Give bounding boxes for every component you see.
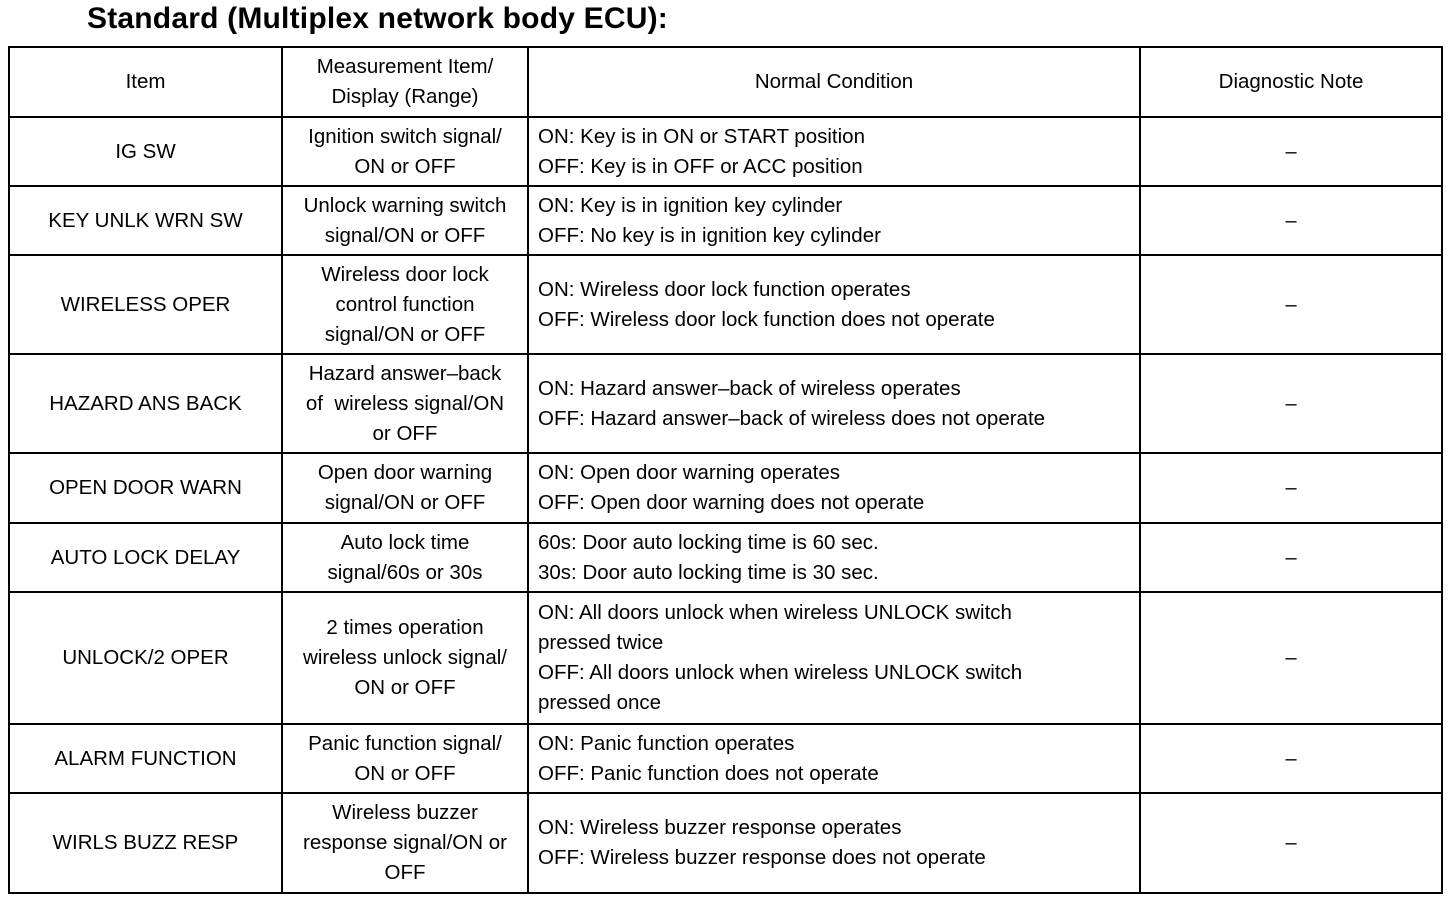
header-measurement-line: Measurement Item/ [316, 55, 494, 78]
measurement-line: response signal/ON or [303, 831, 507, 854]
measurement-line: signal/ON or OFF [324, 322, 486, 346]
measurement-line: signal/60s or 30s [327, 560, 483, 584]
table-row [9, 186, 1442, 255]
item-cell: ALARM FUNCTION [9, 724, 282, 793]
condition-line: OFF: Wireless door lock function does not operate [538, 307, 995, 331]
condition-line: 60s: Door auto locking time is 60 sec. [538, 530, 879, 554]
table-row [9, 117, 1442, 186]
measurement-line: Open door warning [317, 461, 493, 484]
header-measurement [282, 47, 528, 117]
measurement-line: 2 times operation [326, 616, 484, 639]
condition-cell [528, 453, 1140, 523]
note-dash: – [1285, 477, 1297, 499]
measurement-line: of wireless signal/ON [305, 391, 505, 415]
measurement-cell [282, 592, 528, 724]
note-cell [1140, 354, 1442, 453]
condition-line: OFF: All doors unlock when wireless UNLOCK switch [538, 661, 1023, 684]
note-dash: – [1285, 209, 1297, 232]
data-list-table [8, 46, 1443, 894]
condition-line: OFF: Wireless buzzer response does not operate [538, 846, 986, 869]
page-title: Standard (Multiplex network body ECU): [87, 2, 668, 35]
table-row [9, 724, 1442, 793]
note-cell [1140, 186, 1442, 255]
measurement-cell [282, 793, 528, 893]
note-cell [1140, 255, 1442, 354]
condition-line: ON: Wireless buzzer response operates [538, 816, 902, 839]
condition-line: ON: Key is in ignition key cylinder [538, 193, 843, 217]
measurement-line: Hazard answer–back [308, 361, 502, 385]
condition-line: ON: Key is in ON or START position [538, 124, 865, 148]
condition-line: OFF: No key is in ignition key cylinder [538, 223, 881, 247]
measurement-line: Panic function signal/ [308, 731, 502, 755]
condition-line: ON: Open door warning operates [538, 461, 840, 484]
condition-line: pressed twice [538, 631, 664, 654]
condition-cell [528, 186, 1140, 255]
measurement-line: OFF [384, 861, 426, 884]
measurement-line: signal/ON or OFF [324, 491, 486, 514]
measurement-line: ON or OFF [354, 761, 456, 785]
note-dash: – [1285, 832, 1297, 854]
note-cell [1140, 523, 1442, 592]
item-cell: KEY UNLK WRN SW [9, 186, 282, 255]
condition-line: 30s: Door auto locking time is 30 sec. [538, 560, 879, 584]
item-cell: AUTO LOCK DELAY [9, 523, 282, 592]
condition-line: OFF: Open door warning does not operate [538, 491, 925, 514]
measurement-cell [282, 453, 528, 523]
measurement-line: Ignition switch signal/ [308, 124, 502, 148]
table-row [9, 453, 1442, 523]
item-cell: OPEN DOOR WARN [9, 453, 282, 523]
condition-cell [528, 117, 1140, 186]
condition-line: OFF: Hazard answer–back of wireless does not operate [538, 406, 1046, 430]
measurement-line: ON or OFF [354, 154, 456, 178]
header-item: Item [9, 47, 282, 117]
item-cell: WIRLS BUZZ RESP [9, 793, 282, 893]
table-row [9, 255, 1442, 354]
measurement-line: Wireless buzzer [332, 801, 478, 824]
condition-cell [528, 793, 1140, 893]
condition-cell [528, 523, 1140, 592]
item-cell: UNLOCK/2 OPER [9, 592, 282, 724]
measurement-cell [282, 354, 528, 453]
note-cell [1140, 453, 1442, 523]
note-cell [1140, 117, 1442, 186]
item-cell: WIRELESS OPER [9, 255, 282, 354]
header-measurement-line: Display (Range) [331, 85, 479, 108]
header-note: Diagnostic Note [1140, 47, 1442, 117]
condition-line: OFF: Panic function does not operate [538, 761, 879, 785]
note-dash: – [1285, 747, 1297, 770]
condition-line: ON: Panic function operates [538, 731, 795, 755]
condition-line: OFF: Key is in OFF or ACC position [538, 154, 863, 178]
measurement-line: Auto lock time [340, 530, 470, 554]
table-row [9, 793, 1442, 893]
note-dash: – [1285, 647, 1297, 669]
note-dash: – [1285, 293, 1297, 316]
table-row [9, 354, 1442, 453]
condition-cell [528, 724, 1140, 793]
measurement-cell [282, 523, 528, 592]
condition-line: ON: All doors unlock when wireless UNLOCK switch [538, 601, 1012, 624]
measurement-line: or OFF [372, 421, 438, 445]
table-header-row [9, 47, 1442, 117]
measurement-line: Wireless door lock [321, 262, 489, 286]
condition-cell [528, 592, 1140, 724]
note-dash: – [1285, 392, 1297, 415]
note-cell [1140, 592, 1442, 724]
measurement-cell [282, 186, 528, 255]
note-dash: – [1285, 140, 1297, 163]
measurement-line: control function [335, 292, 475, 316]
table-row [9, 592, 1442, 724]
item-cell: IG SW [9, 117, 282, 186]
measurement-cell [282, 255, 528, 354]
note-cell [1140, 793, 1442, 893]
condition-line: pressed once [538, 691, 662, 714]
measurement-line: Unlock warning switch [303, 193, 507, 217]
condition-cell [528, 354, 1140, 453]
item-cell: HAZARD ANS BACK [9, 354, 282, 453]
measurement-line: signal/ON or OFF [324, 223, 486, 247]
measurement-cell [282, 724, 528, 793]
condition-line: ON: Hazard answer–back of wireless operates [538, 376, 961, 400]
header-condition: Normal Condition [528, 47, 1140, 117]
measurement-line: wireless unlock signal/ [303, 646, 507, 669]
measurement-cell [282, 117, 528, 186]
condition-line: ON: Wireless door lock function operates [538, 277, 911, 301]
note-cell [1140, 724, 1442, 793]
condition-cell [528, 255, 1140, 354]
measurement-line: ON or OFF [354, 676, 456, 699]
note-dash: – [1285, 546, 1297, 569]
table-row [9, 523, 1442, 592]
